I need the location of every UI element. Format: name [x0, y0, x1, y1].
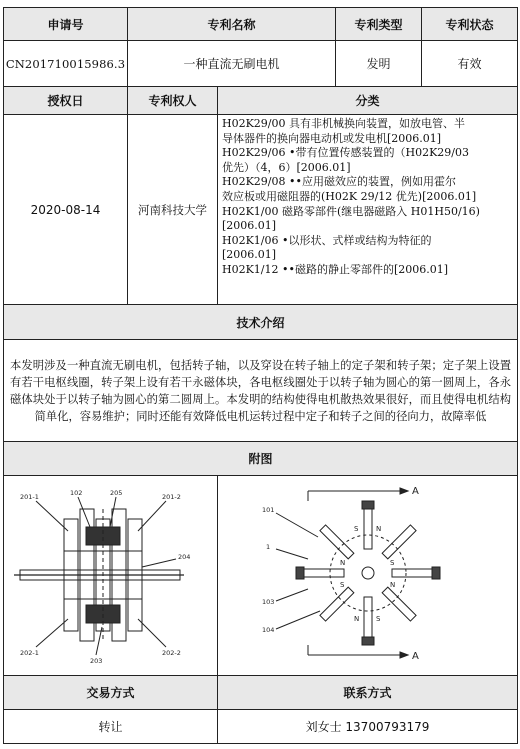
fig-right-label: A	[411, 485, 419, 497]
fig-left-label: 102	[69, 488, 82, 497]
fig-left-label: 202-1	[19, 648, 39, 657]
header-classification: 分类	[218, 87, 518, 115]
pole-label: S	[353, 524, 358, 533]
patent-type-value: 发明	[336, 41, 422, 87]
header-patent-type: 专利类型	[336, 8, 422, 41]
fig-right-label: 103	[261, 597, 274, 606]
classification-line: 效应板或用磁阻器的(H02K 29/12 优先)[2006.01]	[222, 189, 477, 203]
patentee-value: 河南科技大学	[128, 115, 218, 305]
classification-list	[218, 115, 518, 305]
fig-left-label: 201-2	[161, 492, 181, 501]
fig-right-label: 104	[261, 625, 274, 634]
patent-name-value: 一种直流无刷电机	[128, 41, 336, 87]
classification-line: [2006.01]	[222, 248, 277, 262]
fig-right-label: 101	[261, 505, 274, 514]
contact-value: 刘女士 13700793179	[218, 710, 518, 744]
classification-line: [2006.01]	[222, 219, 277, 233]
pole-label: S	[375, 614, 380, 623]
header-grant-date: 授权日	[4, 87, 128, 115]
patent-sheet	[3, 7, 517, 745]
tech-intro-heading: 技术介绍	[4, 305, 518, 340]
figure-right-cell	[218, 476, 518, 676]
trade-method-value: 转让	[4, 710, 218, 744]
classification-line: 导体器件的换向器电动机或发电机[2006.01]	[222, 131, 442, 145]
fig-left-label: 201-1	[19, 492, 39, 501]
header-patent-status: 专利状态	[422, 8, 518, 41]
header-patent-name: 专利名称	[128, 8, 336, 41]
application-no-value: CN201710015986.3	[4, 41, 128, 87]
motor-section-figure	[6, 479, 216, 669]
header-application-no: 申请号	[4, 8, 128, 41]
classification-line: H02K29/00 具有非机械换向装置，如放电管、半	[222, 117, 466, 130]
fig-left-label: 204	[177, 552, 190, 561]
classification-line: 优先）（4，6）[2006.01]	[222, 160, 351, 174]
classification-line: H02K1/06 •以形状、式样或结构为特征的	[222, 233, 432, 247]
fig-left-label: 205	[109, 488, 122, 497]
figures-heading: 附图	[4, 442, 518, 476]
motor-radial-figure	[248, 479, 488, 669]
header-trade-method: 交易方式	[4, 676, 218, 710]
pole-label: S	[339, 580, 344, 589]
fig-left-label: 203	[89, 656, 102, 665]
pole-label: S	[389, 558, 394, 567]
pole-label: N	[375, 524, 381, 533]
classification-line: H02K29/08 ••应用磁效应的装置，例如用霍尔	[222, 175, 456, 189]
pole-label: N	[389, 580, 395, 589]
tech-intro-text: 本发明涉及一种直流无刷电机，包括转子轴，以及穿设在转子轴上的定子架和转子架；定子架上设置有若干电枢线圈，转子架上设有若干永磁体块，各电枢线圈处于以转子轴为圆心的第一圆周上，各永磁体块处于以转子轴为圆心的第二圆周上。本发明的结构使得电机散热效果很好，而且使得电机结构简单化，容易维护；同时还能有效降低电机运转过程中定子和转子之间的径向力，故障率低	[4, 340, 518, 442]
pole-label: N	[353, 614, 359, 623]
header-contact: 联系方式	[218, 676, 518, 710]
figure-left-cell	[4, 476, 218, 676]
fig-right-label: 1	[265, 542, 270, 551]
classification-line: H02K1/12 ••磁路的静止零部件的[2006.01]	[222, 262, 449, 276]
pole-label: N	[339, 558, 345, 567]
patent-status-value: 有效	[422, 41, 518, 87]
fig-left-label: 202-2	[161, 648, 181, 657]
header-patentee: 专利权人	[128, 87, 218, 115]
classification-line: H02K29/06 •带有位置传感装置的（H02K29/03	[222, 146, 469, 160]
grant-date-value: 2020-08-14	[4, 115, 128, 305]
fig-right-label: A	[411, 650, 419, 662]
patent-table	[3, 7, 518, 744]
classification-line: H02K1/00 磁路零部件(继电器磁路入 H01H50/16)	[222, 204, 480, 218]
